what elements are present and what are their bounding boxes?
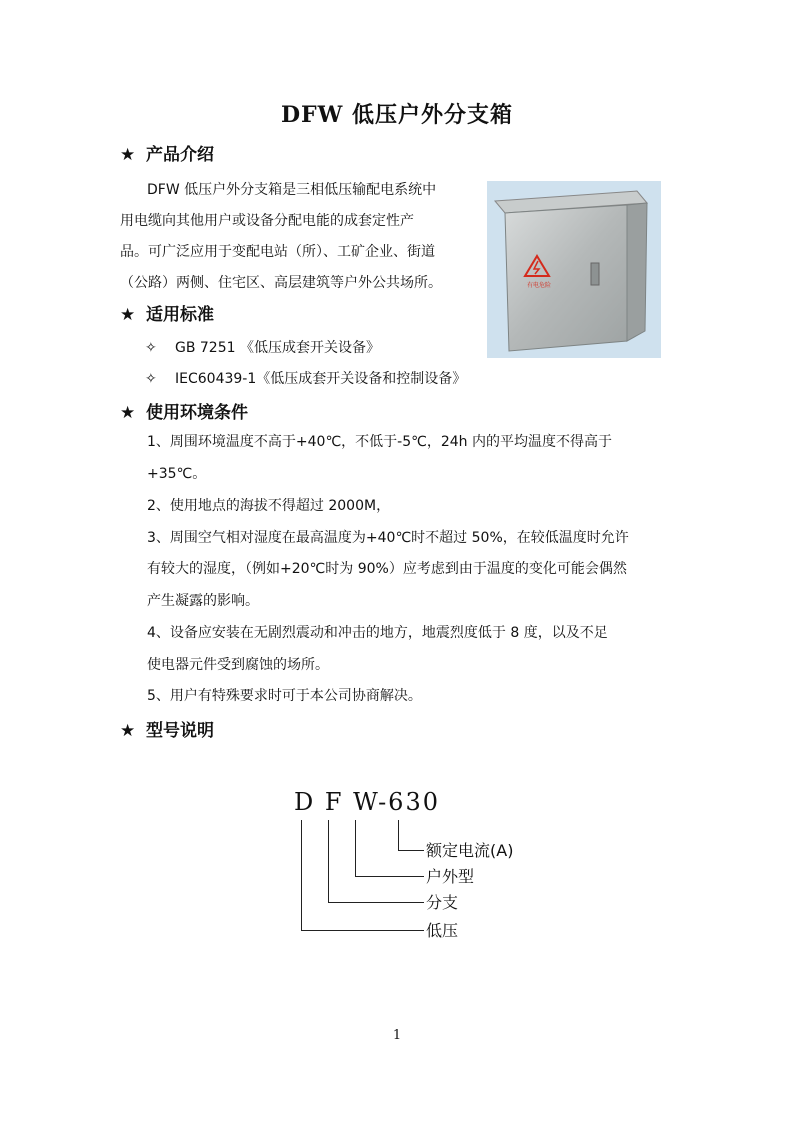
environment-line: 产生凝露的影响。 <box>147 593 259 609</box>
connector-line <box>355 820 356 876</box>
standard-item <box>145 337 380 357</box>
heading-text: 适用标准 <box>146 305 214 325</box>
model-label-low-voltage: 低压 <box>426 921 459 940</box>
electrical-cabinet-photo <box>487 181 661 358</box>
star-bullet-icon: ★ <box>120 305 136 325</box>
connector-line <box>301 820 302 930</box>
intro-line-2: 用电缆向其他用户或设备分配电能的成套定性产 <box>120 213 414 229</box>
model-label-rated-current: 额定电流(A) <box>426 841 514 860</box>
warning-sign-text: 有电危险 <box>527 282 552 289</box>
connector-line <box>328 902 424 903</box>
section-heading-intro <box>120 140 214 165</box>
door-handle-icon <box>591 263 599 285</box>
model-code: D F W-630 <box>294 788 440 816</box>
cabinet-illustration <box>487 181 661 358</box>
star-bullet-icon: ★ <box>120 721 136 741</box>
star-bullet-icon: ★ <box>120 145 136 165</box>
environment-line: 5、用户有特殊要求时可于本公司协商解决。 <box>147 688 422 704</box>
page-number: 1 <box>392 1028 402 1043</box>
environment-line: 使电器元件受到腐蚀的场所。 <box>147 657 329 673</box>
section-heading-standards <box>120 300 214 325</box>
standard-item <box>145 368 466 388</box>
connector-line <box>355 876 424 877</box>
connector-line <box>301 930 424 931</box>
intro-line-4: （公路）两侧、住宅区、高层建筑等户外公共场所。 <box>120 275 442 291</box>
document-title: DFW 低压户外分支箱 <box>280 102 514 128</box>
connector-line <box>398 850 424 851</box>
intro-line-1: DFW 低压户外分支箱是三相低压输配电系统中 <box>147 182 437 198</box>
section-heading-model <box>120 716 214 741</box>
environment-line: 2、使用地点的海拔不得超过 2000M， <box>147 498 391 514</box>
diamond-bullet-icon: ✧ <box>145 340 157 356</box>
star-bullet-icon: ★ <box>120 403 136 423</box>
environment-line: 有较大的湿度，（例如+20℃时为 90%）应考虑到由于温度的变化可能会偶然 <box>147 561 627 577</box>
environment-line: 3、周围空气相对湿度在最高温度为+40℃时不超过 50%，在较低温度时允许 <box>147 530 629 546</box>
environment-line: 4、设备应安装在无剧烈震动和冲击的地方，地震烈度低于 8 度，以及不足 <box>147 625 608 641</box>
connector-line <box>398 820 399 850</box>
heading-text: 产品介绍 <box>146 145 214 165</box>
diamond-bullet-icon: ✧ <box>145 371 157 387</box>
section-heading-environment <box>120 398 248 423</box>
heading-text: 型号说明 <box>146 721 214 741</box>
model-label-branch: 分支 <box>426 893 459 912</box>
intro-line-3: 品。可广泛应用于变配电站（所）、工矿企业、街道 <box>120 244 435 260</box>
environment-line: 1、周围环境温度不高于+40℃，不低于-5℃，24h 内的平均温度不得高于 <box>147 434 612 450</box>
model-label-outdoor: 户外型 <box>426 867 475 886</box>
standard-text: GB 7251 《低压成套开关设备》 <box>175 340 380 356</box>
environment-line: +35℃。 <box>147 466 207 482</box>
connector-line <box>328 820 329 902</box>
heading-text: 使用环境条件 <box>146 403 248 423</box>
standard-text: IEC60439-1《低压成套开关设备和控制设备》 <box>175 371 467 387</box>
